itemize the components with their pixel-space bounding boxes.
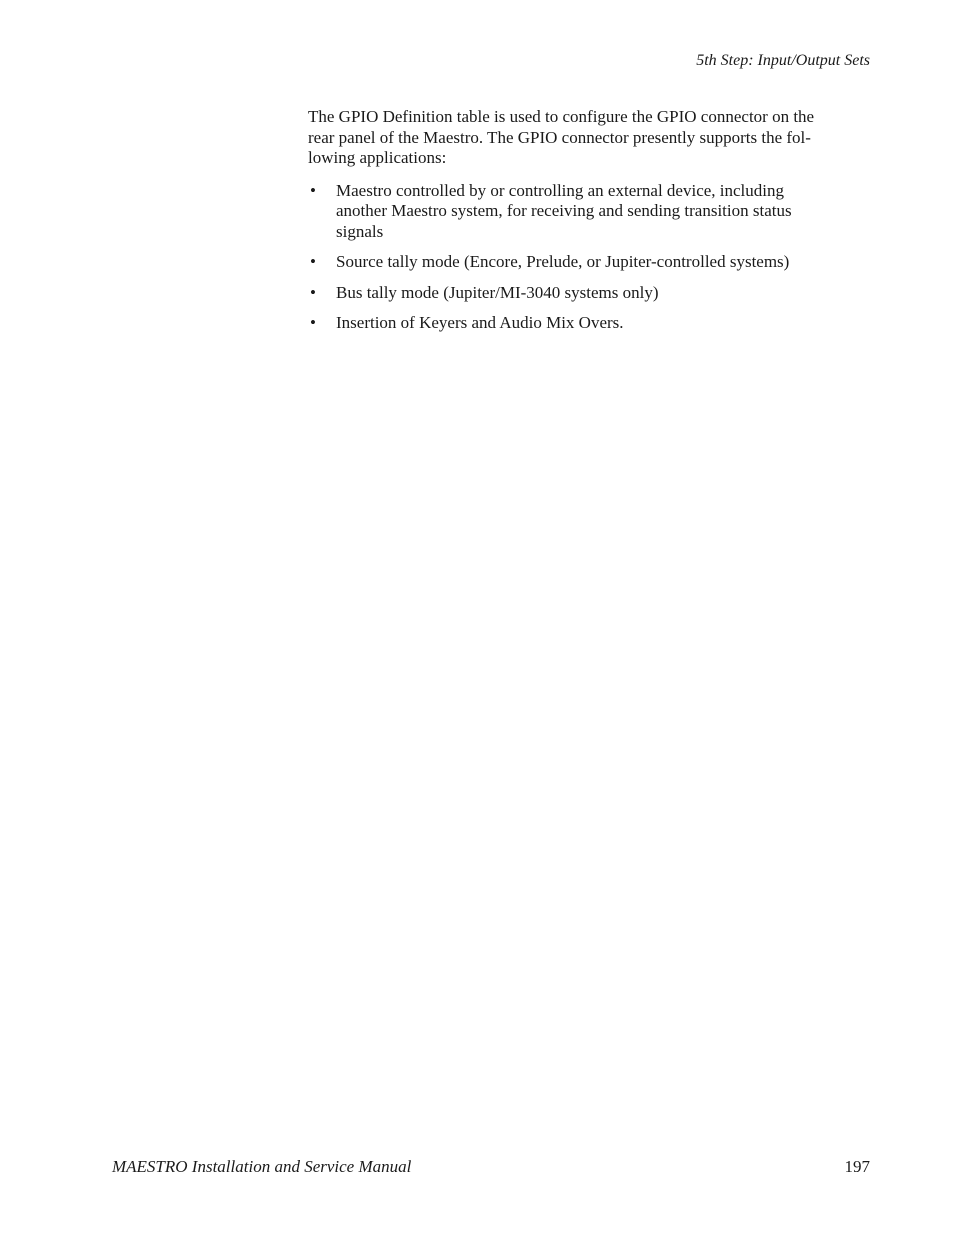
applications-list xyxy=(308,181,873,334)
bullet-icon: • xyxy=(310,252,316,271)
body-text xyxy=(308,107,873,344)
running-header: 5th Step: Input/Output Sets xyxy=(696,52,870,69)
list-item-line: Insertion of Keyers and Audio Mix Overs. xyxy=(336,313,624,332)
page-number: 197 xyxy=(844,1157,870,1176)
list-item-line: Bus tally mode (Jupiter/MI-3040 systems only) xyxy=(336,282,659,302)
list-item-line: another Maestro system, for receiving and sending transition status xyxy=(336,201,792,220)
intro-line: The GPIO Definition table is used to configure the GPIO connector on the xyxy=(308,107,815,126)
bullet-icon: • xyxy=(310,282,316,302)
list-item-line: signals xyxy=(336,221,384,241)
list-item xyxy=(308,283,873,304)
list-item xyxy=(308,252,873,273)
intro-paragraph xyxy=(308,107,873,169)
list-item-line: Maestro controlled by or controlling an external device, including xyxy=(336,180,785,200)
list-item xyxy=(308,313,873,334)
bullet-icon: • xyxy=(310,313,316,332)
bullet-icon: • xyxy=(310,180,316,200)
footer-manual-title: MAESTRO Installation and Service Manual xyxy=(112,1157,412,1176)
list-item xyxy=(308,181,873,243)
intro-line: lowing applications: xyxy=(308,148,447,167)
intro-line: rear panel of the Maestro. The GPIO connector presently supports the fol- xyxy=(308,127,811,147)
list-item-line: Source tally mode (Encore, Prelude, or Jupiter-controlled systems) xyxy=(336,252,790,271)
